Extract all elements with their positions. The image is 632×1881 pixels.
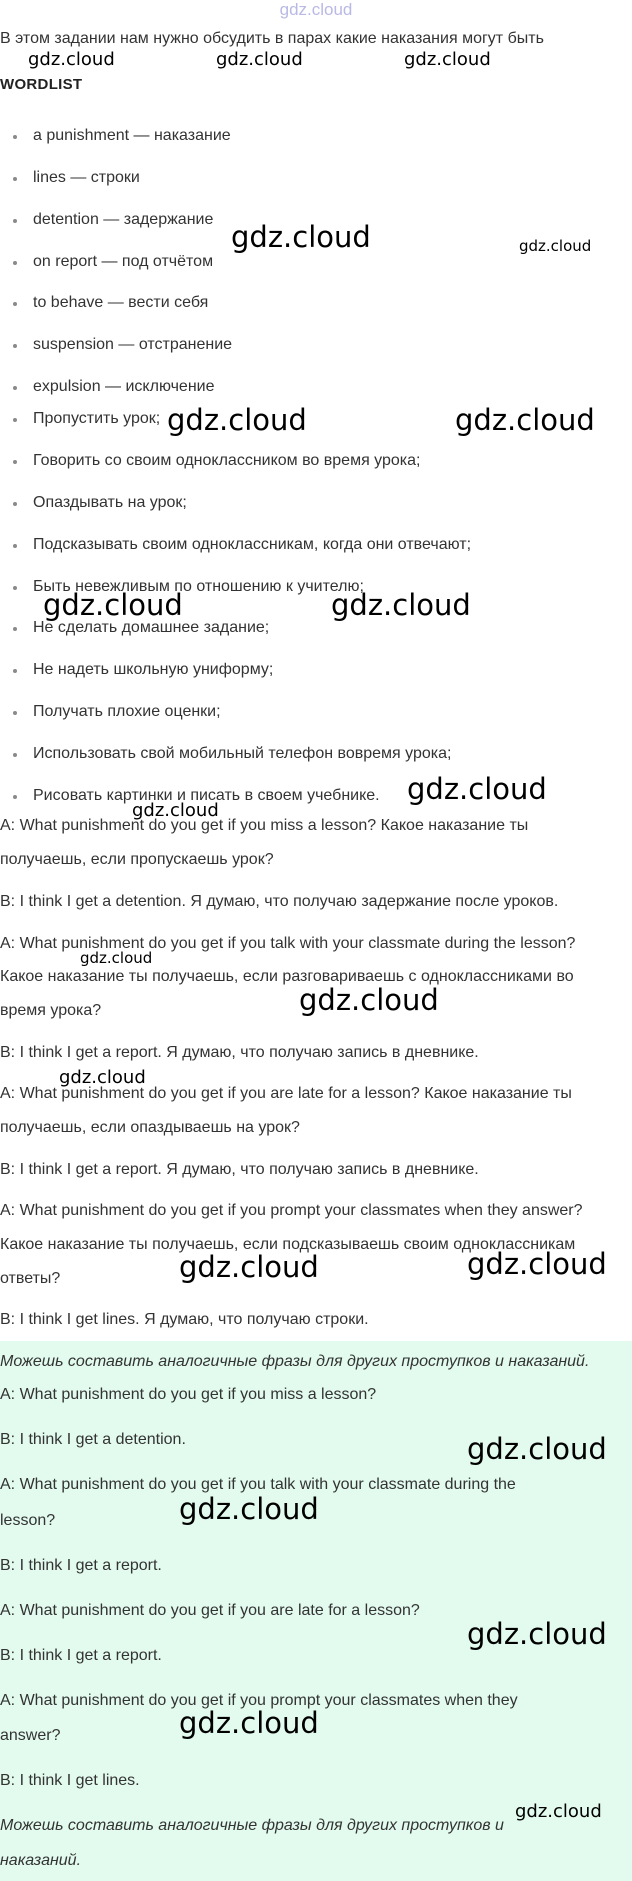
list-item: to behave — вести себя bbox=[13, 294, 208, 312]
answer-line: A: What punishment do you get if you prompt your classmates when they bbox=[0, 1692, 518, 1709]
watermark: gdz.cloud bbox=[231, 220, 371, 254]
answer-line: B: I think I get a report. bbox=[0, 1557, 162, 1574]
watermark: gdz.cloud bbox=[179, 1706, 319, 1740]
watermark: gdz.cloud bbox=[467, 1432, 607, 1466]
list-item: on report — под отчётом bbox=[13, 253, 213, 271]
watermark: gdz.cloud bbox=[179, 1250, 319, 1284]
dialogue-line: B: I think I get a detention. Я думаю, что получаю задержание после уроков. bbox=[0, 893, 559, 910]
dialogue-line: B: I think I get lines. Я думаю, что получаю строки. bbox=[0, 1311, 369, 1328]
answer-line: A: What punishment do you get if you miss a lesson? bbox=[0, 1386, 377, 1403]
answer-line: A: What punishment do you get if you are late for a lesson? bbox=[0, 1602, 420, 1619]
list-item: lines — строки bbox=[13, 169, 140, 187]
watermark: gdz.cloud bbox=[132, 800, 219, 821]
list-item: Опаздывать на урок; bbox=[13, 494, 187, 512]
answer-note: Можешь составить аналогичные фразы для других проступков и bbox=[0, 1817, 504, 1834]
answer-line: B: I think I get lines. bbox=[0, 1772, 140, 1789]
watermark: gdz.cloud bbox=[299, 983, 439, 1017]
dialogue-line: B: I think I get a report. Я думаю, что получаю запись в дневнике. bbox=[0, 1161, 479, 1178]
watermark: gdz.cloud bbox=[467, 1247, 607, 1281]
watermark: gdz.cloud bbox=[467, 1617, 607, 1651]
watermark: gdz.cloud bbox=[216, 49, 303, 70]
answer-line: A: What punishment do you get if you talk with your classmate during the bbox=[0, 1476, 516, 1493]
watermark: gdz.cloud bbox=[407, 772, 547, 806]
watermark: gdz.cloud bbox=[331, 588, 471, 622]
dialogue-line: время урока? bbox=[0, 1002, 102, 1019]
answer-line: B: I think I get a detention. bbox=[0, 1431, 186, 1448]
dialogue-line: A: What punishment do you get if you talk with your classmate during the lesson? bbox=[0, 935, 576, 952]
list-item: Получать плохие оценки; bbox=[13, 703, 221, 721]
list-item: suspension — отстранение bbox=[13, 336, 232, 354]
watermark: gdz.cloud bbox=[404, 49, 491, 70]
dialogue-line: A: What punishment do you get if you miss a lesson? Какое наказание ты bbox=[0, 817, 529, 834]
watermark: gdz.cloud bbox=[80, 949, 153, 967]
list-item: Не сделать домашнее задание; bbox=[13, 619, 269, 637]
dialogue-line: Какое наказание ты получаешь, если разговариваешь с одноклассниками во bbox=[0, 968, 574, 985]
dialogue-line: получаешь, если опаздываешь на урок? bbox=[0, 1119, 300, 1136]
answer-line: answer? bbox=[0, 1727, 61, 1744]
watermark: gdz.cloud bbox=[519, 237, 592, 255]
site-logo[interactable]: gdz.cloud bbox=[279, 0, 353, 19]
list-item: Рисовать картинки и писать в своем учебнике. bbox=[13, 787, 380, 805]
watermark: gdz.cloud bbox=[43, 588, 183, 622]
list-item: expulsion — исключение bbox=[13, 378, 215, 396]
dialogue-line: B: I think I get a report. Я думаю, что получаю запись в дневнике. bbox=[0, 1044, 479, 1061]
list-item: Быть невежливым по отношению к учителю; bbox=[13, 578, 364, 596]
list-item: detention — задержание bbox=[13, 211, 213, 229]
dialogue-line: получаешь, если пропускаешь урок? bbox=[0, 851, 274, 868]
watermark: gdz.cloud bbox=[59, 1067, 146, 1088]
watermark: gdz.cloud bbox=[28, 49, 115, 70]
dialogue-line: Какое наказание ты получаешь, если подсказываешь своим одноклассникам bbox=[0, 1236, 576, 1253]
dialogue-line: A: What punishment do you get if you prompt your classmates when they answer? bbox=[0, 1202, 583, 1219]
list-item: Использовать свой мобильный телефон вовремя урока; bbox=[13, 745, 451, 763]
dialogue-line: ответы? bbox=[0, 1270, 61, 1287]
list-item: a punishment — наказание bbox=[13, 127, 231, 145]
watermark: gdz.cloud bbox=[515, 1801, 602, 1822]
list-item: Не надеть школьную униформу; bbox=[13, 661, 273, 679]
wordlist-title: WORDLIST bbox=[0, 76, 83, 93]
watermark: gdz.cloud bbox=[179, 1492, 319, 1526]
watermark: gdz.cloud bbox=[167, 403, 307, 437]
answer-note: наказаний. bbox=[0, 1852, 82, 1869]
intro-text: В этом задании нам нужно обсудить в парах какие наказания могут быть bbox=[0, 30, 544, 47]
watermark: gdz.cloud bbox=[455, 403, 595, 437]
dialogue-line: A: What punishment do you get if you are late for a lesson? Какое наказание ты bbox=[0, 1085, 572, 1102]
answer-line: B: I think I get a report. bbox=[0, 1647, 162, 1664]
list-item: Подсказывать своим одноклассникам, когда они отвечают; bbox=[13, 536, 471, 554]
list-item: Говорить со своим одноклассником во время урока; bbox=[13, 452, 421, 470]
answer-line: lesson? bbox=[0, 1512, 56, 1529]
task-note: Можешь составить аналогичные фразы для других проступков и наказаний. bbox=[0, 1353, 590, 1370]
list-item: Пропустить урок; bbox=[13, 410, 160, 428]
